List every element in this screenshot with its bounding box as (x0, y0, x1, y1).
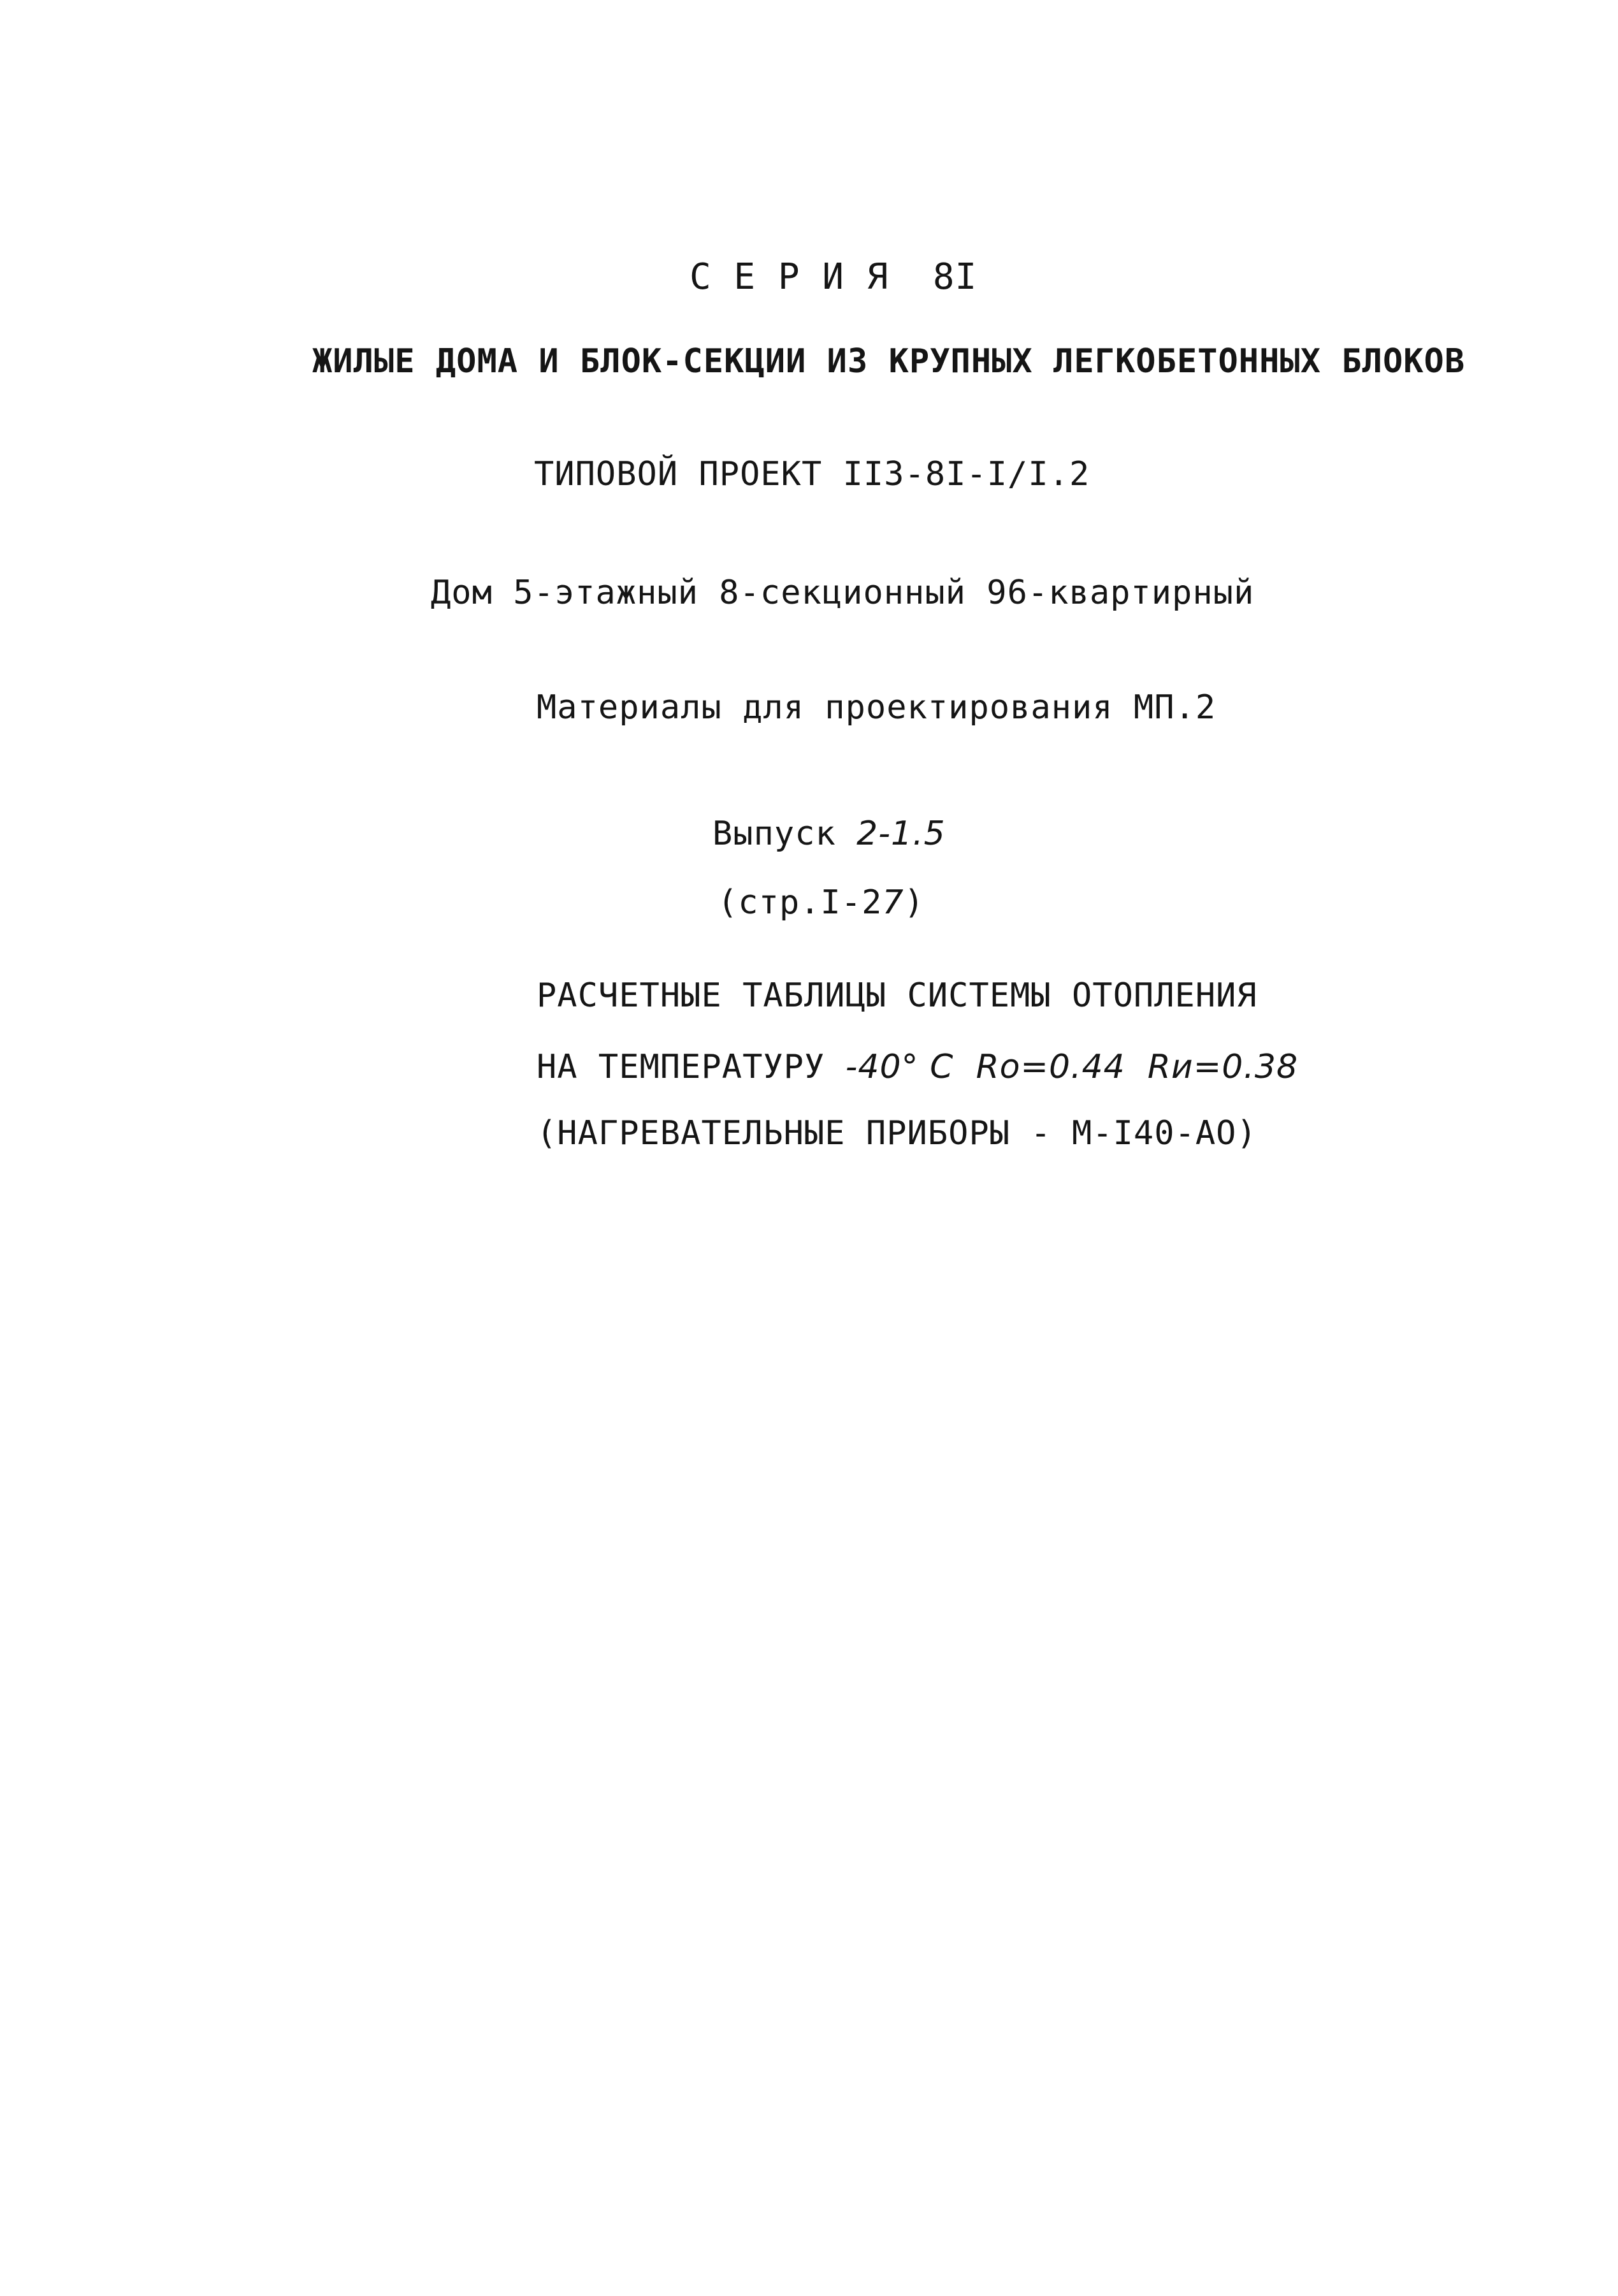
tables-title-line-3: (НАГРЕВАТЕЛЬНЫЕ ПРИБОРЫ - М-I40-АО) (537, 1114, 1257, 1152)
page-range-handwritten: 7 (882, 883, 904, 922)
house-description: Дом 5-этажный 8-секционный 96-квартирный (431, 574, 1255, 612)
series-heading: С Е Р И Я 8I (690, 256, 978, 298)
project-number: ТИПОВОЙ ПРОЕКТ II3-8I-I/I.2 (534, 455, 1090, 493)
issue-number: 2-1.5 (856, 815, 946, 853)
page-range-suffix: ) (904, 883, 925, 922)
page-range-prefix: (стр.I-2 (718, 883, 883, 922)
issue-line (712, 813, 946, 854)
document-subtitle: ЖИЛЫЕ ДОМА И БЛОК-СЕКЦИИ ИЗ КРУПНЫХ ЛЕГКОБЕТОННЫХ БЛОКОВ (312, 342, 1466, 381)
design-materials: Материалы для проектирования МП.2 (537, 688, 1217, 727)
tables-title-line-1: РАСЧЕТНЫЕ ТАБЛИЦЫ СИСТЕМЫ ОТОПЛЕНИЯ (537, 977, 1257, 1015)
page-range (718, 882, 925, 923)
temperature-label: НА ТЕМПЕРАТУРУ (537, 1048, 846, 1086)
temperature-values-handwritten: -40° C Rо=0.44 Rи=0.38 (845, 1048, 1299, 1086)
issue-label: Выпуск (712, 815, 857, 853)
tables-title-line-2 (537, 1047, 1298, 1087)
